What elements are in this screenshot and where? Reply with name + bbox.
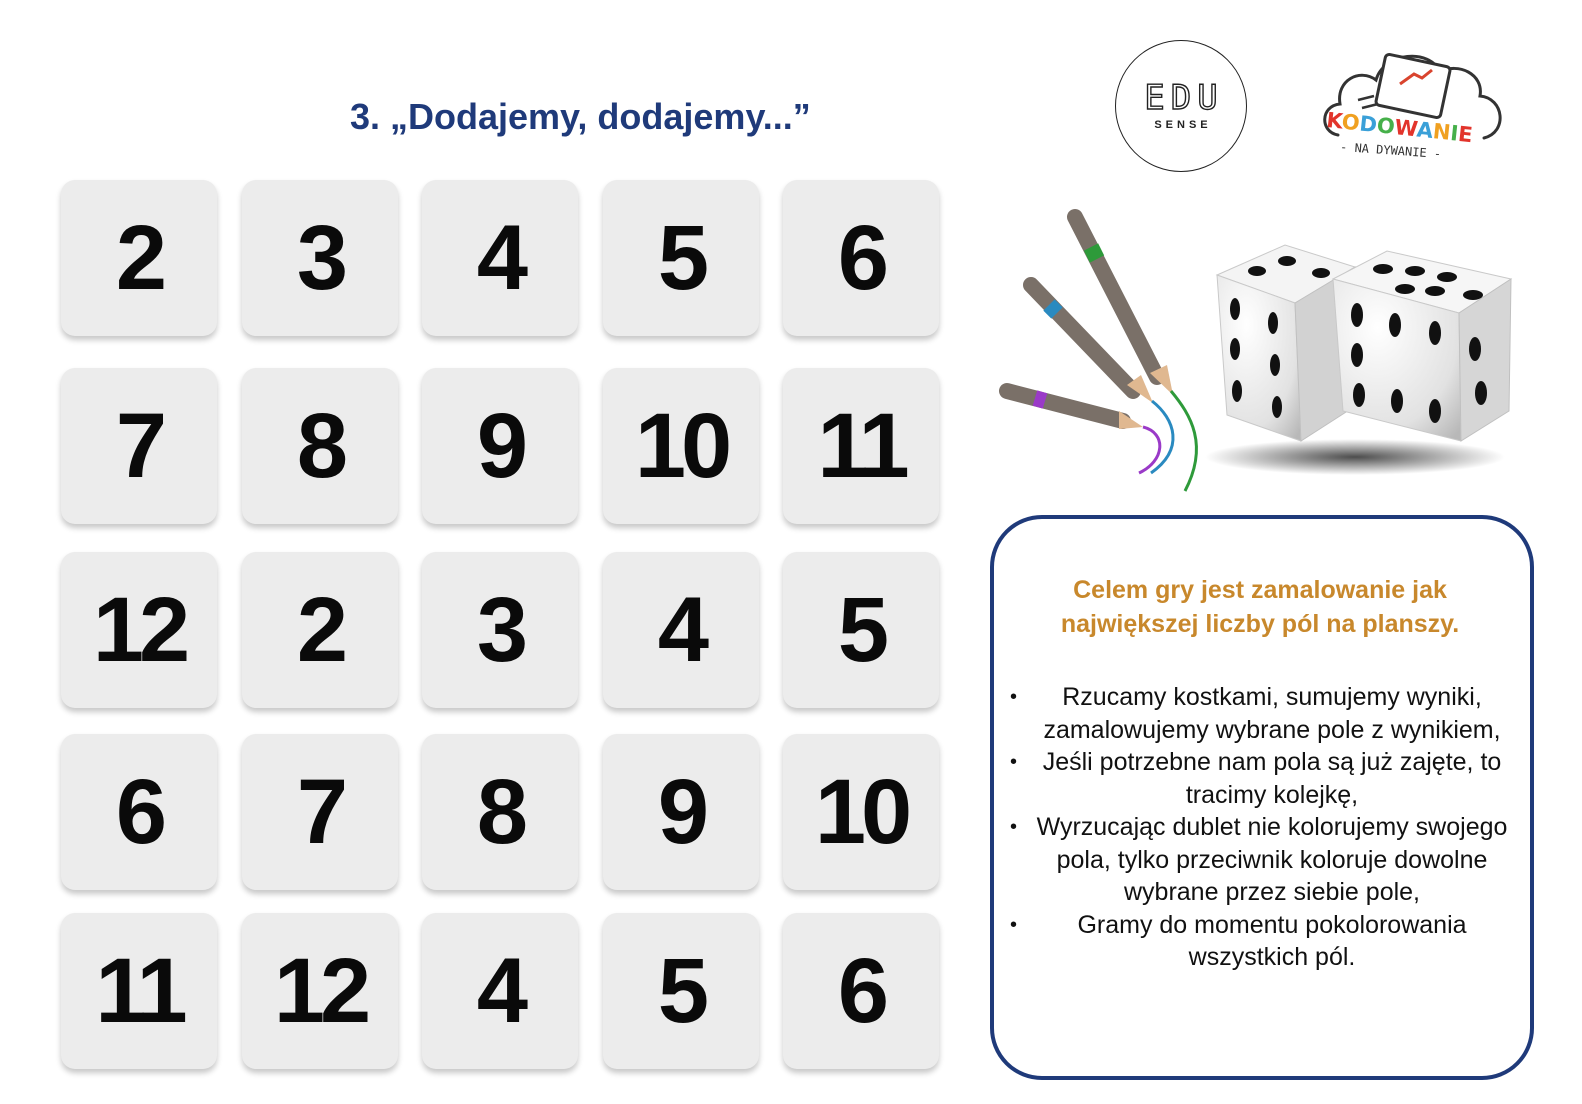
kod-letter-3: D [1358, 111, 1379, 138]
rule-text: Rzucamy kostkami, sumujemy wyniki, zamalowujemy wybrane pole z wynikiem, [1043, 683, 1501, 744]
kod-letter-9: E [1457, 121, 1474, 148]
board-cell-r5-c1[interactable]: 11 [61, 913, 217, 1069]
rule-item [1008, 811, 1512, 909]
pencil-purple [1007, 391, 1160, 473]
board-cell-r4-c5[interactable]: 10 [783, 734, 939, 890]
board-cell-r2-c5[interactable]: 11 [783, 368, 939, 524]
board-cell-r1-c3[interactable]: 4 [422, 180, 578, 336]
rule-item [1008, 909, 1512, 974]
board-cell-r1-c4[interactable]: 5 [603, 180, 759, 336]
kod-letter-6: A [1415, 117, 1435, 144]
board-cell-r5-c3[interactable]: 4 [422, 913, 578, 1069]
board-cell-r3-c5[interactable]: 5 [783, 552, 939, 708]
board-cell-r5-c4[interactable]: 5 [603, 913, 759, 1069]
kod-letter-4: O [1375, 113, 1396, 140]
edu-logo-subtext: SENSE [1154, 119, 1212, 131]
rule-bullet: • [1010, 686, 1018, 708]
board-cell-r2-c3[interactable]: 9 [422, 368, 578, 524]
board-cell-r1-c1[interactable]: 2 [61, 180, 217, 336]
kodowanie-logo [1318, 40, 1508, 165]
edu-logo-text: EDU [1144, 78, 1224, 118]
rule-text: Wyrzucając dublet nie kolorujemy swojego pola, tylko przeciwnik koloruje dowolne wybrane przez siebie pole, [1036, 813, 1508, 906]
board-cell-r1-c5[interactable]: 6 [783, 180, 939, 336]
colored-pencils-icon [1007, 217, 1196, 491]
board-cell-r5-c2[interactable]: 12 [242, 913, 398, 1069]
board-cell-r3-c4[interactable]: 4 [603, 552, 759, 708]
kod-letter-7: N [1431, 119, 1452, 145]
rule-item [1008, 746, 1512, 811]
board-cell-r2-c4[interactable]: 10 [603, 368, 759, 524]
kod-letter-5: W [1393, 115, 1419, 142]
dice-shadow [1205, 439, 1505, 475]
dice-icon [1217, 245, 1511, 441]
kod-letter-8: I [1449, 120, 1460, 146]
board-cell-r5-c5[interactable]: 6 [783, 913, 939, 1069]
rule-text: Gramy do momentu pokolorowania wszystkich pól. [1077, 910, 1467, 971]
kod-letter-2: O [1340, 109, 1361, 136]
board-cell-r3-c3[interactable]: 3 [422, 552, 578, 708]
board-cell-r1-c2[interactable]: 3 [242, 180, 398, 336]
pencils-and-dice-illustration [995, 205, 1515, 505]
board-cell-r2-c2[interactable]: 8 [242, 368, 398, 524]
board-cell-r2-c1[interactable]: 7 [61, 368, 217, 524]
rules-panel [990, 515, 1534, 1080]
board-cell-r3-c2[interactable]: 2 [242, 552, 398, 708]
rule-bullet: • [1010, 751, 1018, 773]
board-cell-r4-c4[interactable]: 9 [603, 734, 759, 890]
rule-bullet: • [1010, 913, 1018, 936]
board-cell-r4-c3[interactable]: 8 [422, 734, 578, 890]
board-cell-r4-c1[interactable]: 6 [61, 734, 217, 890]
board-cell-r3-c1[interactable]: 12 [61, 552, 217, 708]
rules-list [1008, 681, 1512, 974]
kod-letter-1: K [1325, 107, 1344, 134]
rule-text: Jeśli potrzebne nam pola są już zajęte, to tracimy kolejkę, [1042, 748, 1502, 809]
game-goal: Celem gry jest zamalowanie jak największej liczby pól na planszy. [1060, 576, 1460, 638]
die-front [1333, 251, 1511, 441]
rule-item [1008, 681, 1512, 746]
page-title: 3. „Dodajemy, dodajemy...” [350, 96, 811, 137]
edu-sense-logo [1115, 40, 1247, 172]
rule-bullet: • [1010, 816, 1018, 838]
die-back [1217, 245, 1357, 441]
kodowanie-logo-subtext: - NA DYWANIE - [1339, 139, 1442, 161]
board-cell-r4-c2[interactable]: 7 [242, 734, 398, 890]
